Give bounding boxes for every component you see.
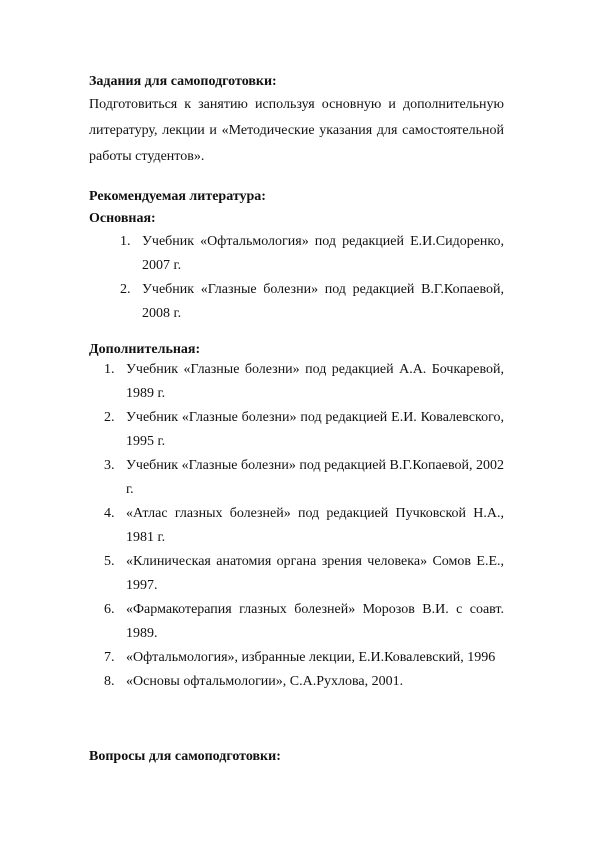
list-item-text: Учебник «Глазные болезни» под редакцией Е.И. Ковалевского, 1995 г.: [126, 410, 504, 449]
list-number: 1.: [120, 234, 131, 249]
list-item-text: Учебник «Глазные болезни» под редакцией В.Г.Копаевой, 2002 г.: [126, 458, 504, 497]
list-item-text: «Атлас глазных болезней» под редакцией Пучковской Н.А., 1981 г.: [126, 506, 504, 545]
list-item-text: Учебник «Глазные болезни» под редакцией В.Г.Копаевой, 2008 г.: [142, 282, 504, 321]
list-item: [104, 598, 504, 646]
list-item: [104, 550, 504, 598]
list-number: 5.: [104, 554, 115, 569]
questions-heading: Вопросы для самоподготовки:: [89, 749, 281, 764]
self-prep-heading: Задания для самоподготовки:: [89, 74, 277, 89]
list-item: [104, 454, 504, 502]
list-number: 2.: [104, 410, 115, 425]
list-item-text: «Основы офтальмологии», С.А.Рухлова, 2001.: [126, 674, 404, 689]
list-item-text: «Офтальмология», избранные лекции, Е.И.Ковалевский, 1996: [126, 650, 496, 665]
list-number: 6.: [104, 602, 115, 617]
main-literature-heading: Основная:: [89, 211, 156, 226]
extra-literature-list: [104, 358, 504, 694]
list-number: 1.: [104, 362, 115, 377]
list-item-text: «Клиническая анатомия органа зрения человека» Сомов Е.Е., 1997.: [126, 554, 504, 593]
list-item: [104, 406, 504, 454]
list-item: [120, 230, 504, 278]
list-item-text: Учебник «Офтальмология» под редакцией Е.И.Сидоренко, 2007 г.: [142, 234, 504, 273]
list-item-text: Учебник «Глазные болезни» под редакцией А.А. Бочкаревой, 1989 г.: [126, 362, 504, 401]
literature-heading: Рекомендуемая литература:: [89, 189, 266, 204]
list-item: [104, 358, 504, 406]
list-item-text: «Фармакотерапия глазных болезней» Морозов В.И. с соавт. 1989.: [126, 602, 504, 641]
list-item: [120, 278, 504, 326]
self-prep-text: Подготовиться к занятию используя основную и дополнительную литературу, лекции и «Методические указания для самостоятельной работы студентов».: [89, 97, 504, 164]
list-number: 3.: [104, 458, 115, 473]
main-literature-list: [120, 230, 504, 326]
list-number: 8.: [104, 674, 115, 689]
list-number: 4.: [104, 506, 115, 521]
list-item: [104, 502, 504, 550]
extra-literature-heading: Дополнительная:: [89, 342, 201, 357]
list-item: [104, 646, 504, 670]
list-number: 2.: [120, 282, 131, 297]
list-number: 7.: [104, 650, 115, 665]
list-item: [104, 670, 504, 694]
